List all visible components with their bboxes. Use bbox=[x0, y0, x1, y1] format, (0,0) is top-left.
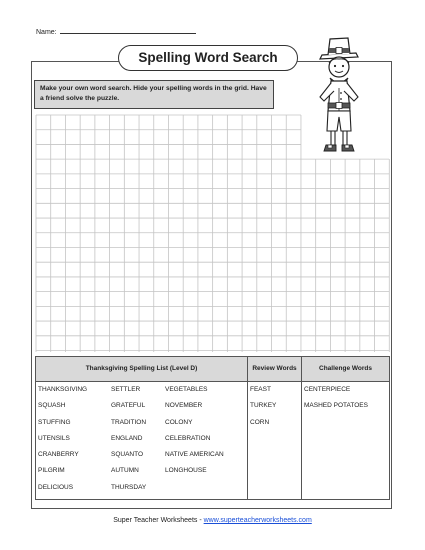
footer-text: Super Teacher Worksheets - bbox=[113, 517, 204, 524]
spelling-word: NOVEMBER bbox=[165, 402, 203, 410]
spelling-word: THANKSGIVING bbox=[38, 386, 88, 393]
thanksgiving-list-header: Thanksgiving Spelling List (Level D) bbox=[36, 357, 248, 382]
review-word: CORN bbox=[250, 418, 270, 426]
instructions-box: Make your own word search. Hide your spelling words in the grid. Have a friend solve the puzzle. bbox=[34, 80, 274, 109]
spelling-word: GRATEFUL bbox=[111, 402, 146, 410]
spelling-words-table bbox=[35, 356, 390, 500]
footer-link[interactable]: www.superteacherworksheets.com bbox=[203, 517, 312, 524]
worksheet-title: Spelling Word Search bbox=[118, 45, 298, 71]
spelling-word: VEGETABLES bbox=[165, 386, 208, 393]
challenge-words-header: Challenge Words bbox=[302, 357, 390, 382]
thanksgiving-list-cell bbox=[36, 382, 248, 500]
spelling-word: SETTLER bbox=[111, 386, 141, 393]
pilgrim-boy-illustration bbox=[312, 33, 366, 157]
spelling-word: STUFFING bbox=[38, 418, 71, 426]
spelling-word: COLONY bbox=[165, 418, 193, 426]
spelling-word: ENGLAND bbox=[111, 434, 143, 442]
spelling-word: CELEBRATION bbox=[165, 434, 211, 442]
name-label: Name: bbox=[36, 29, 57, 36]
review-word: TURKEY bbox=[250, 402, 277, 410]
spelling-word: LONGHOUSE bbox=[165, 467, 207, 475]
challenge-words-column bbox=[304, 385, 368, 418]
list-column-3 bbox=[165, 385, 224, 499]
spelling-word: NATIVE AMERICAN bbox=[165, 451, 224, 459]
spelling-word: SQUANTO bbox=[111, 451, 144, 459]
list-column-2 bbox=[111, 385, 165, 499]
spelling-word: SQUASH bbox=[38, 402, 66, 410]
spelling-word: TRADITION bbox=[111, 418, 147, 426]
challenge-word: MASHED POTATOES bbox=[304, 402, 368, 410]
spelling-word: UTENSILS bbox=[38, 434, 70, 442]
footer bbox=[0, 517, 425, 524]
review-word: FEAST bbox=[250, 386, 271, 393]
spelling-word: CRANBERRY bbox=[38, 451, 79, 459]
spelling-word: DELICIOUS bbox=[38, 483, 74, 491]
spelling-word: PILGRIM bbox=[38, 467, 65, 475]
challenge-words-cell bbox=[302, 382, 390, 500]
review-words-cell bbox=[248, 382, 302, 500]
list-column-1 bbox=[38, 385, 111, 499]
challenge-word: CENTERPIECE bbox=[304, 386, 351, 393]
review-words-header: Review Words bbox=[248, 357, 302, 382]
review-words-column bbox=[250, 385, 276, 434]
spelling-word: AUTUMN bbox=[111, 467, 139, 475]
spelling-word: THURSDAY bbox=[111, 483, 147, 491]
